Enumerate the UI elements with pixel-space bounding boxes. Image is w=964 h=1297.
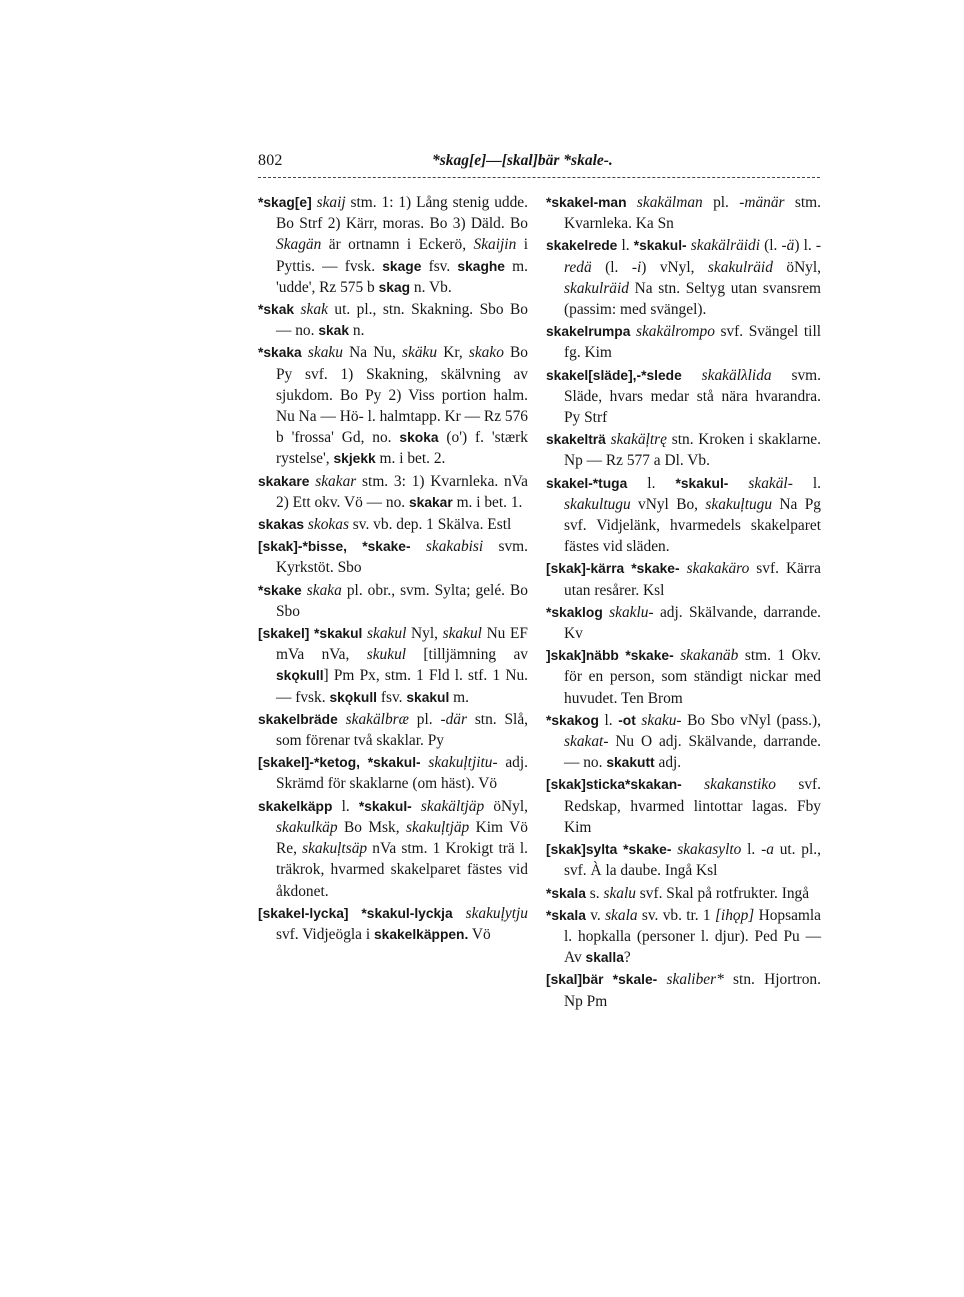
dictionary-entry: [skak]-kärra *skake- skakakäro svf. Kärra utan resårer. Ksl	[546, 560, 821, 599]
dictionary-entry: [skak]sticka*skakan- skakanstiko svf. Redskap, hvarmed lintottar lagas. Fby Kim	[546, 776, 821, 836]
dictionary-entry: skakelbräde skakälbræ pl. -där stn. Slå, som förenar två skaklar. Py	[258, 710, 528, 750]
dictionary-entry: *skak skak ut. pl., stn. Skakning. Sbo Bo — no. skak n.	[258, 301, 528, 340]
dictionary-entry: skakelkäpp l. *skakul- skakältjäp öNyl, skakulkäp Bo Msk, skakuļtjäp Kim Vö Re, skakuļtsäp nVa stm. 1 Krokigt trä l. träkrok, hvarmed skakelparet fästes vid åkdonet.	[258, 797, 528, 900]
dictionary-entry: *skala v. skala sv. vb. tr. 1 [ihǫp] Hopsamla l. hopkalla (personer l. djur). Ped Pu — Av skalla?	[546, 906, 821, 967]
dictionary-entry: [skal]bär *skale- skaliber* stn. Hjortron. Np Pm	[546, 971, 821, 1010]
dictionary-entry: skakel[släde],-*slede skakälλlida svm. Släde, hvars medar stå nära hvarandra. Py Strf	[546, 366, 821, 427]
running-head: *skag[e]—[skal]bär *skale-.	[432, 152, 613, 169]
dictionary-entry: ]skak]näbb *skake- skakanäb stm. 1 Okv. för en person, som ständigt nickar med huvudet. Ten Brom	[546, 647, 821, 707]
dictionary-entry: skakare skakar stm. 3: 1) Kvarnleka. nVa 2) Ett okv. Vö — no. skakar m. i bet. 1.	[258, 472, 528, 511]
page-number: 802	[258, 152, 283, 169]
dictionary-entry: skakas skokas sv. vb. dep. 1 Skälva. Estl	[258, 516, 512, 534]
dictionary-entry: [skak]sylta *skake- skakasylto l. -a ut. pl., svf. À la daube. Ingå Ksl	[546, 841, 821, 880]
dictionary-entry: *skaka skaku Na Nu, skäku Kr, skako Bo Py svf. 1) Skakning, skälvning av sjukdom. Bo Py 2) Viss portion halm. Nu Na — Hö- l. halmtapp. Kr — Rz 576 b 'frossa' Gd, no. skoka (o') f. 'stærk rystelse', skjekk m. i bet. 2.	[258, 344, 529, 468]
header-rule	[258, 177, 820, 178]
page-header	[258, 150, 820, 180]
dictionary-entry: [skakel]-*ketog, *skakul- skakuļtjitu- adj. Skrämd för skaklarne (om häst). Vö	[258, 754, 528, 793]
dictionary-entry: [skak]-*bisse, *skake- skakabisi svm. Kyrkstöt. Sbo	[258, 538, 528, 577]
dictionary-entry: *skakel-man skakälman pl. -mänär stm. Kvarnleka. Ka Sn	[546, 194, 821, 233]
dictionary-entry: *skake skaka pl. obr., svm. Sylta; gelé. Bo Sbo	[258, 581, 528, 620]
dictionary-entry: *skakog l. -ot skaku- Bo Sbo vNyl (pass.), skakat- Nu O adj. Skälvande, darrande. — no. skakutt adj.	[546, 711, 821, 772]
dictionary-entry: *skaklog skaklu- adj. Skälvande, darrande. Kv	[546, 603, 821, 643]
right-column	[546, 192, 821, 1013]
dictionary-entry: skakelrumpa skakälrompo svf. Svängel till fg. Kim	[546, 323, 821, 362]
dictionary-entry: skakelrede l. *skakul- skakälräidi (l. -ä) l. -redä (l. -i) vNyl, skakulräid öNyl, skakulräid Na stn. Seltyg utan svansrem (passim: med svängel).	[546, 237, 821, 319]
dictionary-entry: skakelträ skakäļtrę stn. Kroken i skaklarne. Np — Rz 577 a Dl. Vb.	[546, 431, 821, 470]
dictionary-entry: [skakel] *skakul skakul Nyl, skakul Nu EF mVa nVa, skukul [tilljämning av skǫkull] Pm Px, stm. 1 Fld l. stf. 1 Nu. — fvsk. skǫkull fsv. skakul m.	[258, 625, 528, 706]
dictionary-entry: *skag[e] skaij stm. 1: 1) Lång stenig udde. Bo Strf 2) Kärr, moras. Bo 3) Däld. Bo Skagän är ortnamn i Eckerö, Skaijin i Pyttis. — fvsk. skage fsv. skaghe m. 'udde', Rz 575 b skag n. Vb.	[258, 194, 529, 296]
dictionary-entry: skakel-*tuga l. *skakul- skakäl- l. skakultugu vNyl Bo, skakuļtugu Na Pg svf. Vidjelänk, hvarmedels skakelparet fästes vid släden.	[546, 474, 821, 556]
dictionary-entry: [skakel-lycka] *skakul-lyckja skakuļytju svf. Vidjeögla i skakelkäppen. Vö	[258, 904, 528, 943]
left-column	[258, 192, 528, 946]
dictionary-entry: *skala s. skalu svf. Skal på rotfrukter. Ingå	[546, 884, 810, 902]
